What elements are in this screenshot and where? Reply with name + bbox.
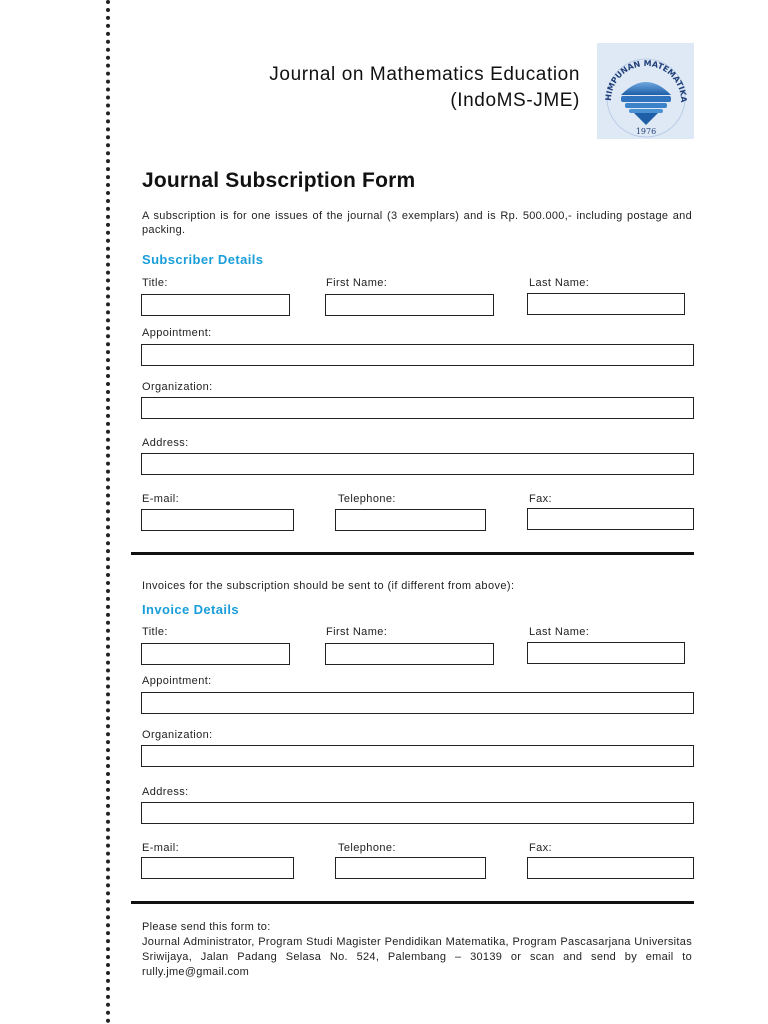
send-instructions-body: Journal Administrator, Program Studi Magister Pendidikan Matematika, Program Pascasarjana Universitas Sriwijaya, Jalan Padang Selasa No. 524, Palembang – 30139 or scan and send by email to rully.jme@gmail.com [142,936,692,978]
invoice-last-name-label: Last Name: [529,626,590,638]
invoice-address-field[interactable] [141,802,694,824]
indoms-logo [597,43,694,139]
subscriber-telephone-label: Telephone: [338,493,396,505]
subscriber-appointment-field[interactable] [141,344,694,366]
subscriber-fax-field[interactable] [527,508,694,530]
invoice-email-field[interactable] [141,857,294,879]
subscriber-organization-field[interactable] [141,397,694,419]
subscriber-last-name-label: Last Name: [529,277,590,289]
invoice-first-name-label: First Name: [326,626,388,638]
invoice-appointment-label: Appointment: [142,675,212,687]
invoice-details-heading: Invoice Details [142,602,240,617]
invoice-organization-field[interactable] [141,745,694,767]
invoice-fax-field[interactable] [527,857,694,879]
invoice-telephone-field[interactable] [335,857,486,879]
form-title: Journal Subscription Form [142,169,416,192]
invoice-title-label: Title: [142,626,168,638]
subscriber-first-name-field[interactable] [325,294,494,316]
section-divider-1 [131,552,694,555]
logo-year: 1976 [635,127,657,136]
invoice-title-field[interactable] [141,643,290,665]
invoice-appointment-field[interactable] [141,692,694,714]
journal-title-line-2: (IndoMS-JME) [450,90,580,111]
subscriber-first-name-label: First Name: [326,277,388,289]
journal-title [269,62,580,114]
form-intro: A subscription is for one issues of the journal (3 exemplars) and is Rp. 500.000,- including postage and packing. [142,210,692,236]
indoms-logo-emblem-icon [597,43,694,139]
invoice-note: Invoices for the subscription should be sent to (if different from above): [142,580,515,592]
logo-arc-text: HIMPUNAN MATEMATIKA [603,58,689,103]
section-divider-2 [131,901,694,904]
binder-dotted-line [106,0,110,1024]
subscriber-telephone-field[interactable] [335,509,486,531]
invoice-address-label: Address: [142,786,189,798]
subscriber-email-field[interactable] [141,509,294,531]
subscriber-email-label: E-mail: [142,493,180,505]
subscriber-details-heading: Subscriber Details [142,252,264,267]
invoice-first-name-field[interactable] [325,643,494,665]
subscriber-organization-label: Organization: [142,381,213,393]
invoice-email-label: E-mail: [142,842,180,854]
subscriber-appointment-label: Appointment: [142,327,212,339]
subscriber-title-label: Title: [142,277,168,289]
subscriber-address-field[interactable] [141,453,694,475]
send-instructions [142,920,692,980]
subscriber-address-label: Address: [142,437,189,449]
invoice-fax-label: Fax: [529,842,552,854]
invoice-last-name-field[interactable] [527,642,685,664]
send-instructions-heading: Please send this form to: [142,921,271,933]
invoice-telephone-label: Telephone: [338,842,396,854]
subscriber-fax-label: Fax: [529,493,552,505]
journal-title-line-1: Journal on Mathematics Education [269,64,580,85]
invoice-organization-label: Organization: [142,729,213,741]
subscriber-last-name-field[interactable] [527,293,685,315]
subscriber-title-field[interactable] [141,294,290,316]
